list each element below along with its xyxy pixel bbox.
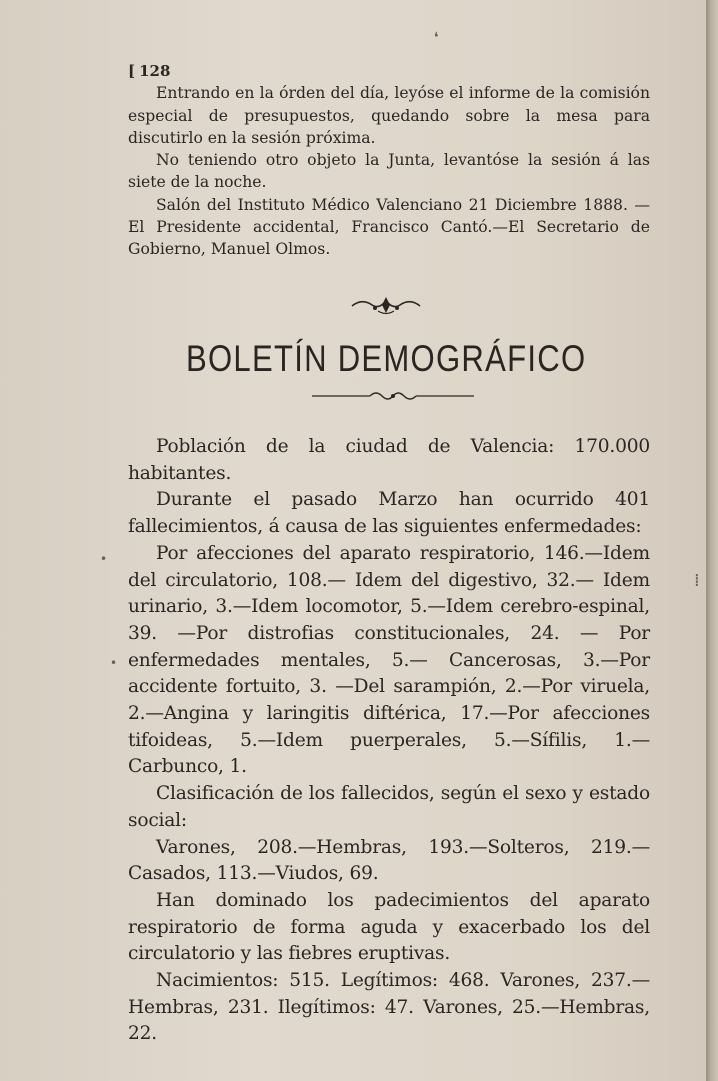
paragraph-classification-heading: Clasificación de los fallecidos, según el sexo y estado social: — [128, 783, 650, 831]
fleuron-ornament-icon — [348, 294, 424, 316]
paragraph-deaths-by-cause: Por afecciones del aparato respiratorio, 146.—Idem del circulatorio, 108.— Idem del digestivo, 32.— Idem urinario, 3.—Idem locomotor, 5.—Idem cerebro-espinal, 39. —Por distrofias constitucionales, 24. — Por enfermedades mentales, 5.— Cancerosas, 3.—Por accidente fortuito, 3. —Del sarampión, 2.—Por viruela, 2.—Angina y laringitis diftérica, 17.—Por afecciones tifoideas, 5.—Idem puerperales, 5.—Sífilis, 1.—Carbunco, 1. — [128, 542, 650, 778]
bulletin-body — [128, 434, 650, 1048]
paragraph-dominant-diseases: Han dominado los padecimientos del aparato respiratorio de forma aguda y exacerbado los del circulatorio y las fiebres eruptivas. — [128, 889, 650, 965]
paragraph-births: Nacimientos: 515. Legítimos: 468. Varones, 237.—Hembras, 231. Ilegítimos: 47. Varones, 25.—Hembras, 22. — [128, 970, 650, 1045]
margin-dot-icon: • — [100, 552, 108, 566]
page-bracket-mark: [ — [128, 62, 136, 80]
page-edge — [706, 0, 718, 1081]
ink-speck-icon: ❛ — [434, 30, 439, 46]
section-title: BOLETÍN DEMOGRÁFICO — [186, 338, 587, 379]
paragraph-signature: Salón del Instituto Médico Valenciano 21 Diciembre 1888. —El Presidente accidental, Francisco Cantó.—El Secretario de Gobierno, Manuel Olmos. — [128, 195, 650, 259]
page-number-line — [128, 60, 650, 82]
page-number: 128 — [139, 62, 171, 80]
margin-dot-icon: • — [110, 656, 118, 670]
margin-mark-icon: ⁞ — [694, 570, 700, 591]
paragraph-population: Población de la ciudad de Valencia: 170.000 habitantes. — [128, 436, 650, 484]
paragraph-classification-values: Varones, 208.—Hembras, 193.—Solteros, 219.—Casados, 113.—Viudos, 69. — [128, 836, 650, 885]
paragraph-closing: No teniendo otro objeto la Junta, levantóse la sesión á las siete de la noche. — [128, 151, 650, 192]
paragraph-deaths-total: Durante el pasado Marzo han ocurrido 401 fallecimientos, á causa de las siguientes enfermedades: — [128, 489, 650, 538]
paragraph-agenda: Entrando en la órden del día, leyóse el informe de la comisión especial de presupuestos, quedando sobre la mesa para discutirlo en la sesión próxima. — [128, 84, 650, 147]
top-section — [128, 60, 650, 261]
decorative-rule-icon — [312, 389, 474, 403]
